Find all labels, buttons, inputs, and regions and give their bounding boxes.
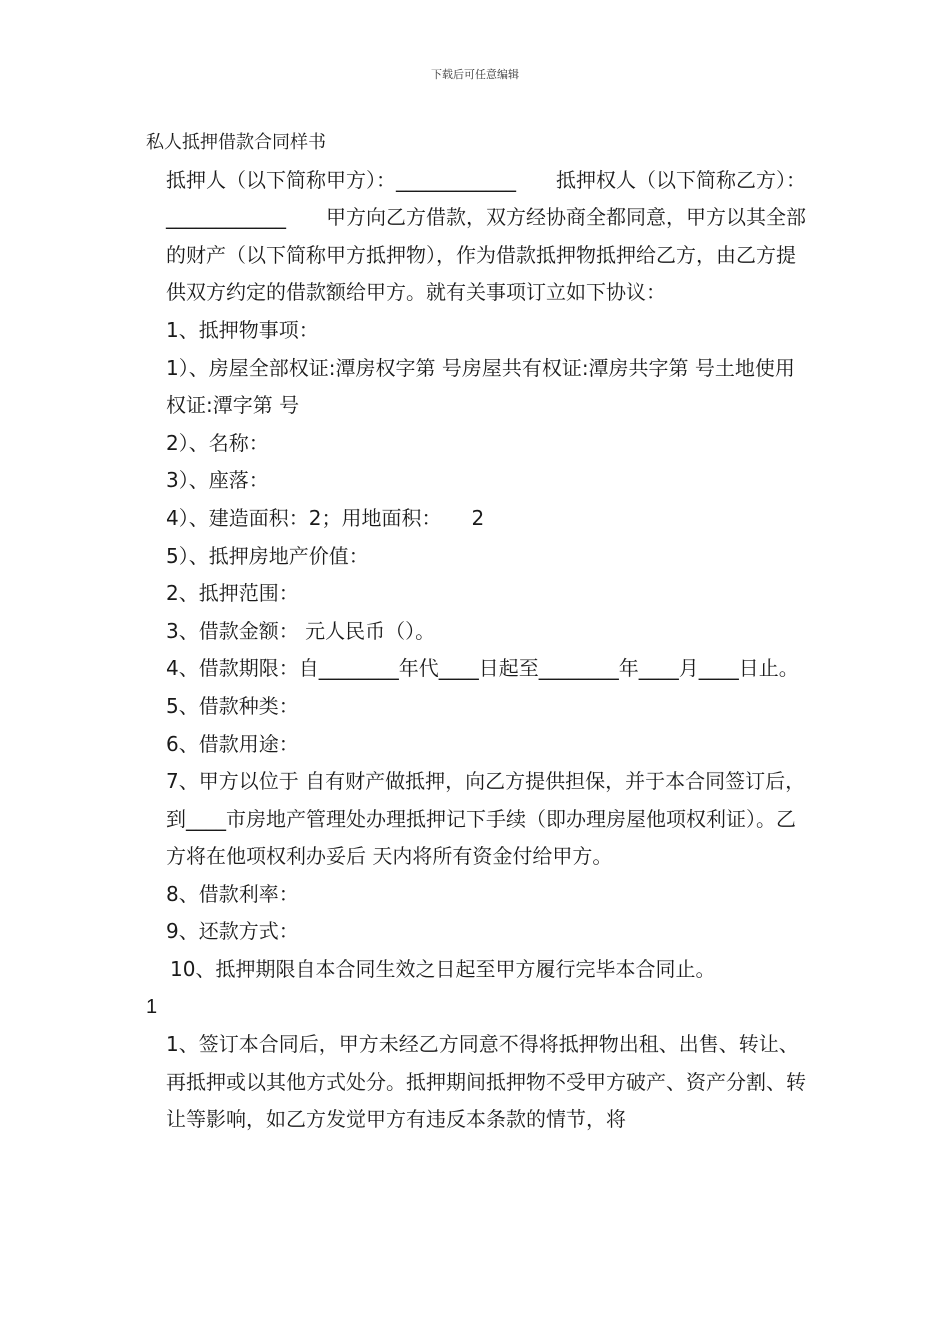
paragraph-1-3: 3）、座落： xyxy=(166,468,269,493)
paragraph-1-4: 4）、建造面积：2；用地面积： 2 xyxy=(166,505,485,530)
document-body xyxy=(146,124,810,1139)
paragraph-8: 8、借款利率： xyxy=(166,881,299,906)
paragraph-9: 9、还款方式： xyxy=(166,919,299,944)
paragraph-2: 2、抵押范围： xyxy=(166,581,299,606)
paragraph-5: 5、借款种类： xyxy=(166,693,299,718)
paragraph-1-5: 5）、抵押房地产价值： xyxy=(166,543,369,568)
paragraph-1-1: 1）、房屋全部权证:潭房权字第 号房屋共有权证:潭房共字第 号土地使用权证:潭字第 号 xyxy=(166,355,795,418)
paragraph-4: 4、借款期限：自________年代____日起至________年____月____日止。 xyxy=(166,656,799,681)
header-note: 下载后可任意编辑 xyxy=(431,68,519,81)
paragraph-7: 7、甲方以位于 自有财产做抵押，向乙方提供担保，并于本合同签订后，到____市房地产管理处办理抵押记下手续（即办理房屋他项权利证）。乙方将在他项权利办妥后 天内将所有资金付给甲方。 xyxy=(166,769,806,869)
document-title: 私人抵押借款合同样书 xyxy=(146,132,326,153)
paragraph-1-2: 2）、名称： xyxy=(166,430,269,455)
paragraph-1: 1、抵押物事项： xyxy=(166,317,319,342)
paragraph-6: 6、借款用途： xyxy=(166,731,299,756)
paragraph-intro: 抵押人（以下简称甲方）：____________ 抵押权人（以下简称乙方）：____________ 甲方向乙方借款，双方经协商全都同意，甲方以其全部的财产（以下简称甲方抵押物），作为借款抵押物抵押给乙方，由乙方提供双方约定的借款额给甲方。就有关事项订立如下协议： xyxy=(166,167,806,305)
paragraph-3: 3、借款金额： 元人民币（）。 xyxy=(166,618,436,643)
paragraph-s1: 1、签订本合同后，甲方未经乙方同意不得将抵押物出租、出售、转让、再抵押或以其他方式处分。抵押期间抵押物不受甲方破产、资产分割、转让等影响，如乙方发觉甲方有违反本条款的情节，将 xyxy=(166,1032,806,1132)
section-number: 1 xyxy=(146,995,158,1018)
paragraph-10: 10、抵押期限自本合同生效之日起至甲方履行完毕本合同止。 xyxy=(170,957,716,982)
